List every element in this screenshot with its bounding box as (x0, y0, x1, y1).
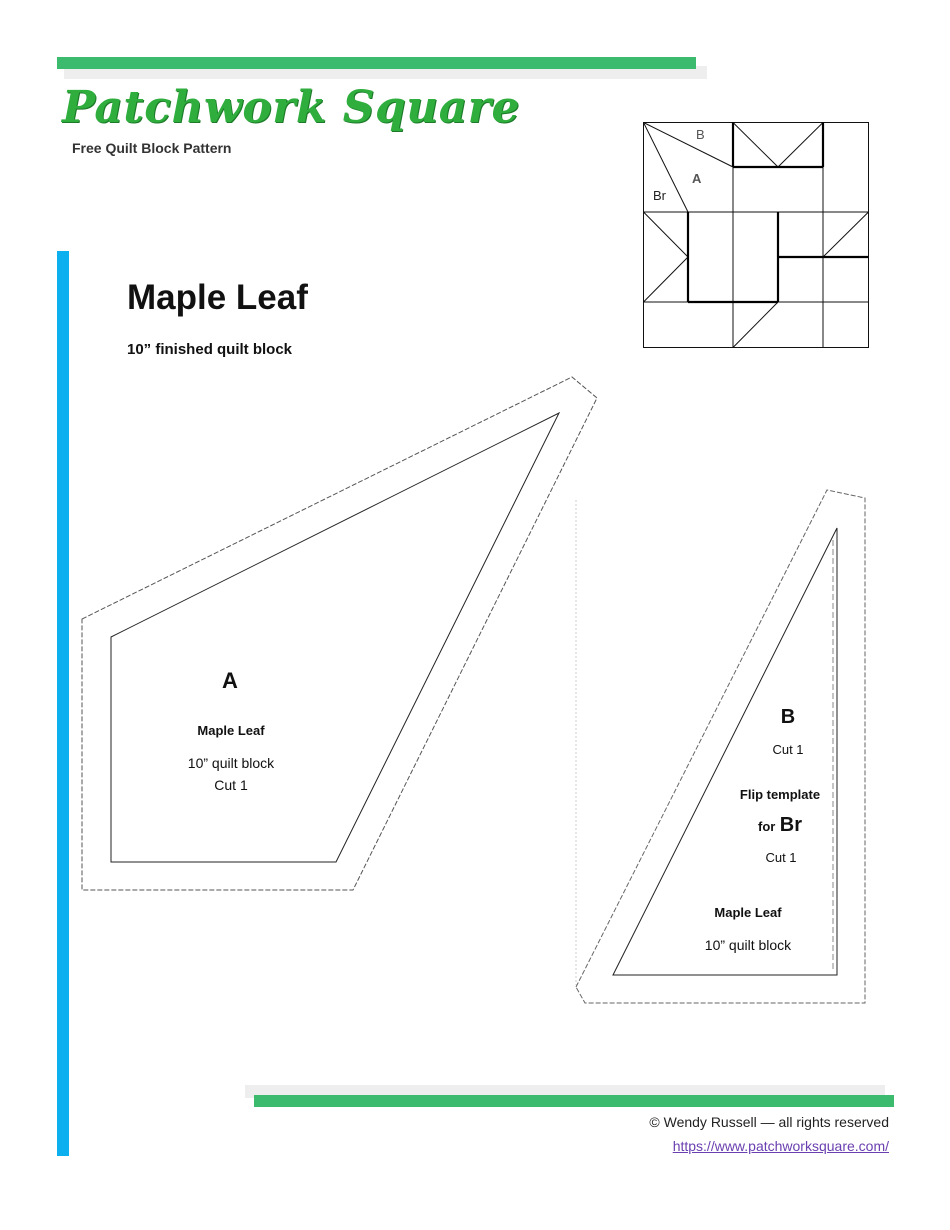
template-b-flip-text: Flip template (739, 787, 821, 802)
template-b-flip-letter: Br (779, 814, 803, 836)
brand-logo: Patchwork Square (62, 82, 520, 133)
diagram-label-br: Br (653, 188, 666, 203)
template-a-letter: A (222, 668, 238, 693)
page-subtitle: 10” finished quilt block (127, 341, 293, 358)
template-a-size: 10” quilt block (187, 755, 275, 771)
footer-copyright: © Wendy Russell — all rights reserved (649, 1114, 889, 1130)
template-a-block-name: Maple Leaf (197, 723, 265, 738)
brand-tagline: Free Quilt Block Pattern (72, 140, 232, 156)
template-b-for-text: for (757, 819, 776, 834)
template-b-cut: Cut 1 (772, 742, 804, 757)
diagram-label-b: B (696, 127, 705, 142)
template-b-for-line (730, 814, 830, 837)
page-title: Maple Leaf (127, 278, 308, 317)
template-b-letter: B (780, 706, 796, 728)
template-b-flip-cut: Cut 1 (765, 850, 797, 865)
template-b-size: 10” quilt block (704, 937, 792, 953)
footer-website-link[interactable]: https://www.patchworksquare.com/ (672, 1138, 889, 1154)
template-a-cut: Cut 1 (214, 777, 248, 793)
footer-bar (254, 1095, 894, 1107)
diagram-label-a: A (692, 171, 702, 186)
template-b-block-name: Maple Leaf (714, 905, 782, 920)
